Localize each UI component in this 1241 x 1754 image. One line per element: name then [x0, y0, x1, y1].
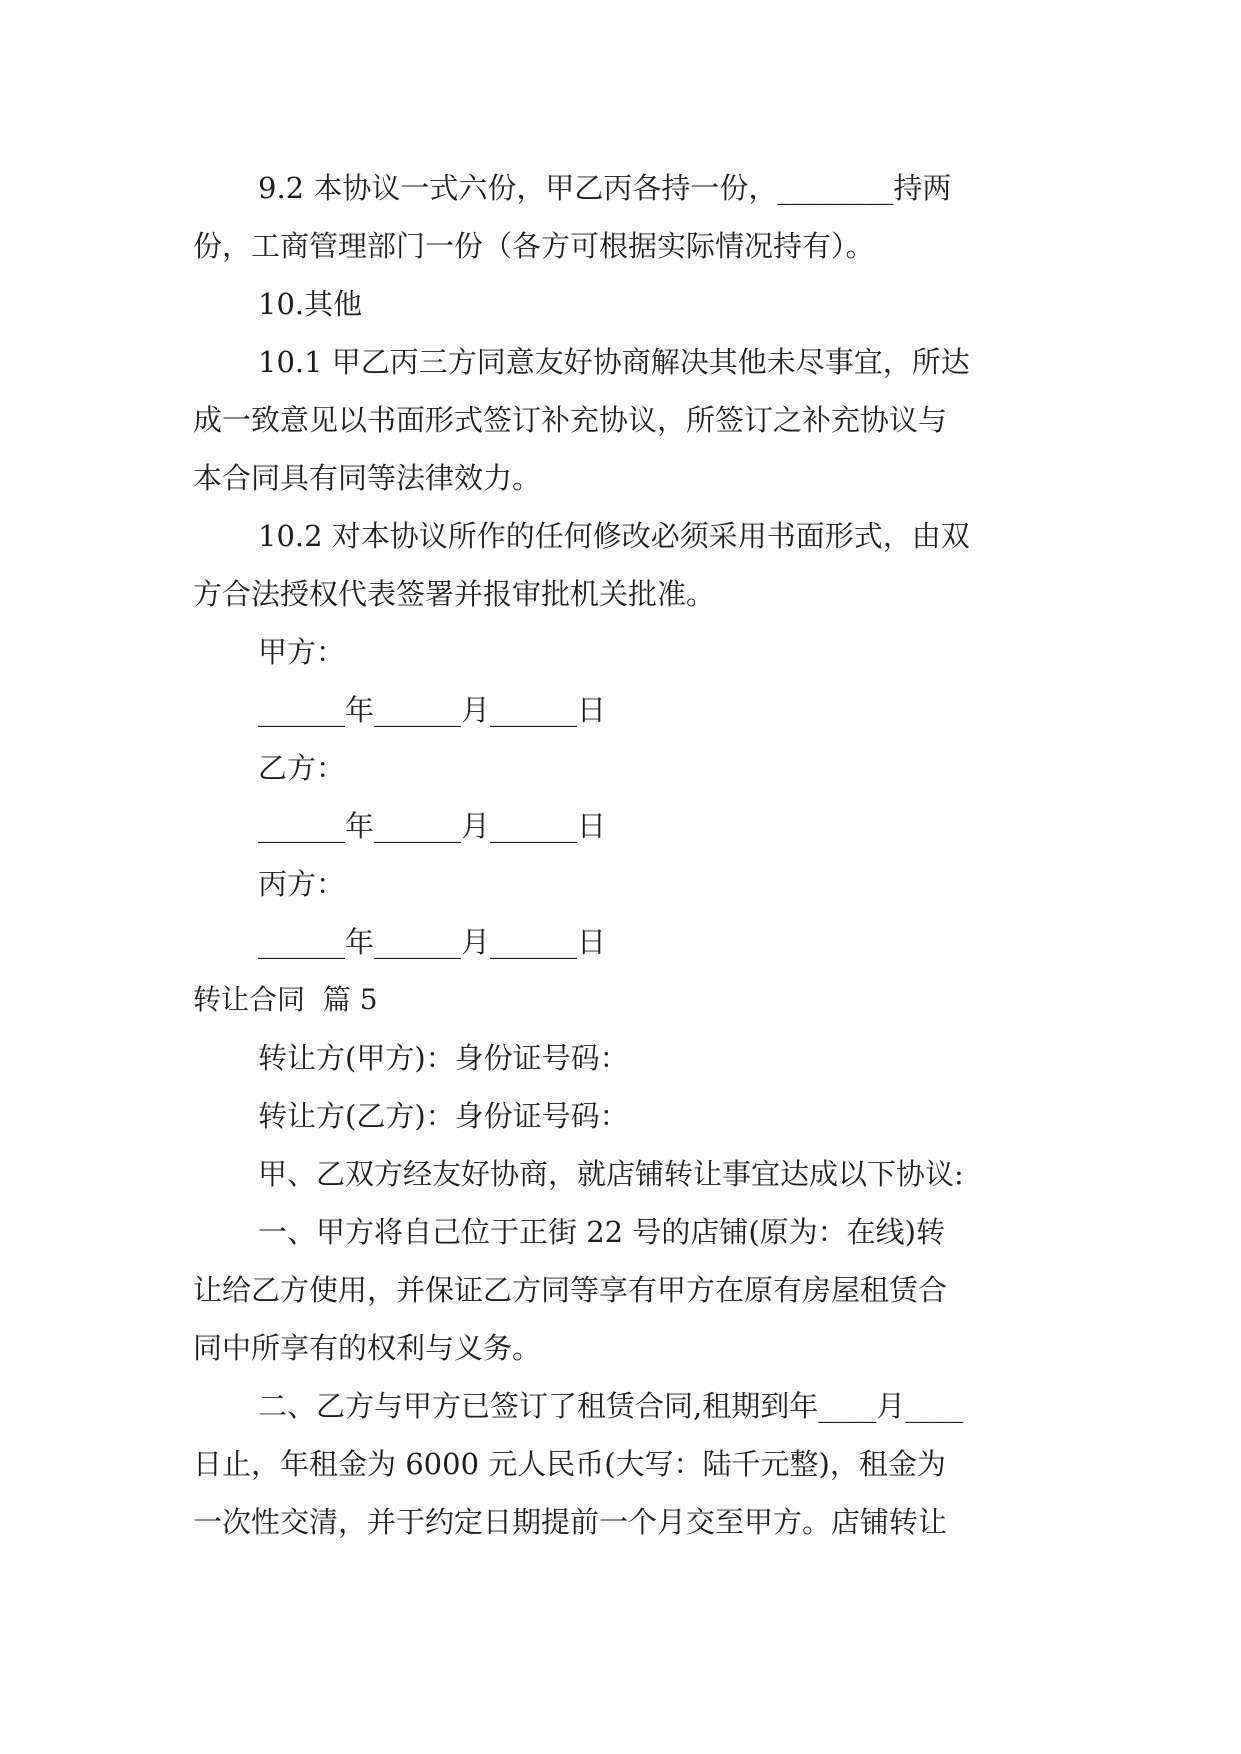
clause-10-2-line-2: 方合法授权代表签署并报审批机关批准。	[193, 577, 716, 611]
article-2-line-1: 二、乙方与甲方已签订了租赁合同,租期到年____月____	[258, 1389, 964, 1423]
section-10-heading: 10.其他	[258, 287, 363, 321]
article-1-line-3: 同中所享有的权利与义务。	[193, 1331, 542, 1365]
contract-5-heading: 转让合同 篇 5	[193, 983, 378, 1016]
article-2-line-2: 日止，年租金为 6000 元人民币(大写：陆千元整)，租金为	[193, 1447, 946, 1481]
clause-9-2-line-1: 9.2 本协议一式六份，甲乙丙各持一份，________持两	[258, 171, 952, 205]
clause-9-2-line-2: 份，工商管理部门一份（各方可根据实际情况持有）。	[193, 229, 875, 263]
article-1-line-2: 让给乙方使用，并保证乙方同等享有甲方在原有房屋租赁合	[193, 1273, 948, 1307]
clause-10-1-line-2: 成一致意见以书面形式签订补充协议，所签订之补充协议与	[193, 403, 948, 437]
party-c-label: 丙方：	[258, 867, 346, 901]
party-b-date: ______年______月______日	[258, 809, 607, 843]
party-c-date: ______年______月______日	[258, 925, 607, 959]
clause-10-1-line-3: 本合同具有同等法律效力。	[193, 461, 542, 495]
party-a-label: 甲方：	[258, 635, 346, 669]
party-a-date: ______年______月______日	[258, 693, 607, 727]
clause-10-2-line-1: 10.2 对本协议所作的任何修改必须采用书面形式，由双	[258, 519, 970, 553]
clause-10-1-line-1: 10.1 甲乙丙三方同意友好协商解决其他未尽事宜，所达	[258, 345, 970, 379]
article-1-line-1: 一、甲方将自己位于正街 22 号的店铺(原为：在线)转	[258, 1215, 945, 1249]
article-2-line-3: 一次性交清，并于约定日期提前一个月交至甲方。店铺转让	[193, 1505, 948, 1539]
party-b-label: 乙方：	[258, 751, 346, 785]
agreement-intro: 甲、乙双方经友好协商，就店铺转让事宜达成以下协议:	[258, 1157, 964, 1191]
transferor-a-id: 转让方(甲方)：身份证号码：	[258, 1041, 629, 1075]
transferor-b-id: 转让方(乙方)：身份证号码：	[258, 1099, 629, 1133]
